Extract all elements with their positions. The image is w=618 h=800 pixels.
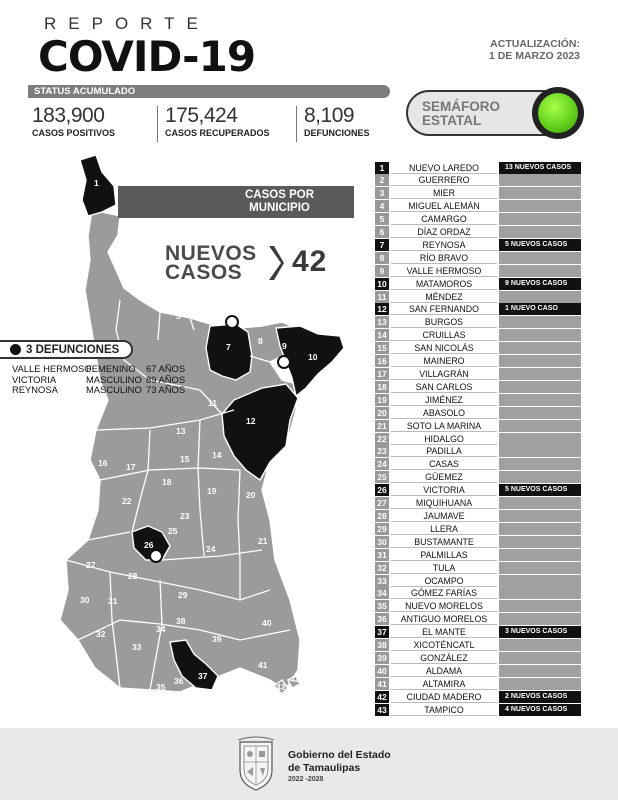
municipio-name: TAMPICO (391, 704, 497, 716)
municipio-name: CIUDAD MADERO (391, 691, 497, 703)
defuncion-sexo: MASCULINO (86, 384, 142, 395)
nuevos-line2: CASOS (165, 261, 243, 284)
map-label: 3 (134, 288, 139, 298)
municipio-casos (499, 471, 581, 483)
government-line2: de Tamaulipas (288, 761, 361, 774)
municipio-name: DÍAZ ORDAZ (391, 226, 497, 238)
map-label: 38 (176, 616, 186, 626)
table-row (375, 626, 581, 639)
map-label: 29 (178, 590, 188, 600)
map-label: 27 (86, 560, 96, 570)
tamaulipas-map (0, 150, 365, 710)
municipio-number: 35 (375, 600, 389, 612)
municipio-casos: 3 NUEVOS CASOS (499, 626, 581, 638)
municipio-number: 31 (375, 549, 389, 561)
stat-divider (157, 106, 158, 142)
municipio-name: SAN CARLOS (391, 381, 497, 393)
municipio-number: 20 (375, 407, 389, 419)
defuncion-edad: 67 AÑOS (146, 363, 186, 374)
municipio-casos (499, 536, 581, 548)
semaforo-label (422, 100, 500, 128)
semaforo-estatal (406, 90, 582, 136)
municipio-name: MAINERO (391, 355, 497, 367)
map-label: 1 (94, 178, 99, 188)
map-label: 24 (206, 544, 216, 554)
map-label: 23 (180, 511, 190, 521)
municipio-casos (499, 420, 581, 432)
municipio-name: BURGOS (391, 316, 497, 328)
municipio-name: TULA (391, 562, 497, 574)
map-label: 30 (80, 595, 90, 605)
municipio-casos (499, 174, 581, 186)
map-label: 10 (308, 352, 318, 362)
table-row (375, 238, 581, 251)
map-label: 26 (144, 540, 154, 550)
map-label: 7 (226, 342, 231, 352)
map-label: 39 (212, 634, 222, 644)
table-row (375, 458, 581, 471)
municipio-number: 23 (375, 445, 389, 457)
municipio-name: LLERA (391, 523, 497, 535)
map-label: 19 (207, 486, 217, 496)
municipio-name: VILLAGRÁN (391, 368, 497, 380)
municipio-name: JIMÉNEZ (391, 394, 497, 406)
table-row (375, 613, 581, 626)
municipio-name: PALMILLAS (391, 549, 497, 561)
municipio-name: GÓMEZ FARÍAS (391, 587, 497, 599)
municipio-name: VALLE HERMOSO (391, 265, 497, 277)
municipio-casos (499, 510, 581, 522)
chevron-right-icon (267, 244, 285, 282)
municipio-name: MIQUIHUANA (391, 497, 497, 509)
municipio-number: 6 (375, 226, 389, 238)
municipio-name: CAMARGO (391, 213, 497, 225)
map-label: 12 (246, 416, 256, 426)
death-dot-icon (10, 344, 21, 355)
municipio-number: 42 (375, 691, 389, 703)
table-row (375, 213, 581, 226)
municipio-casos (499, 265, 581, 277)
map-label: 21 (258, 536, 268, 546)
map-label: 5 (176, 311, 181, 321)
semaforo-line2: ESTATAL (422, 113, 482, 128)
municipio-number: 41 (375, 678, 389, 690)
positivos-value: 183,900 (32, 104, 105, 127)
municipio-casos (499, 639, 581, 651)
municipio-casos (499, 394, 581, 406)
table-row (375, 548, 581, 561)
table-row (375, 316, 581, 329)
defuncion-municipio: VALLE HERMOSO (12, 363, 92, 374)
municipio-casos (499, 200, 581, 212)
municipio-number: 38 (375, 639, 389, 651)
map-label: 28 (128, 571, 138, 581)
update-value: 1 DE MARZO 2023 (488, 50, 580, 62)
municipio-name: SAN NICOLÁS (391, 342, 497, 354)
table-row (375, 471, 581, 484)
map-label: 17 (126, 462, 136, 472)
municipio-casos (499, 665, 581, 677)
municipio-number: 1 (375, 162, 389, 174)
municipio-name: EL MANTE (391, 626, 497, 638)
municipio-name: REYNOSA (391, 239, 497, 251)
stat-recuperados (165, 104, 270, 144)
municipio-number: 7 (375, 239, 389, 251)
municipio-name: ABASOLO (391, 407, 497, 419)
traffic-light-icon (532, 87, 584, 139)
municipio-name: SOTO LA MARINA (391, 420, 497, 432)
municipio-number: 25 (375, 471, 389, 483)
municipio-name: XICOTÉNCATL (391, 639, 497, 651)
municipio-number: 40 (375, 665, 389, 677)
update-date (489, 38, 580, 62)
municipio-name: MÉNDEZ (391, 291, 497, 303)
recuperados-value: 175,424 (165, 104, 238, 127)
municipio-casos (499, 213, 581, 225)
municipio-number: 24 (375, 458, 389, 470)
municipio-casos (499, 291, 581, 303)
municipio-name: GÜEMEZ (391, 471, 497, 483)
municipio-number: 10 (375, 278, 389, 290)
map-label: 2 (116, 246, 121, 256)
nuevos-line1: NUEVOS (165, 242, 257, 265)
map-label: 42 (290, 674, 300, 684)
map-label: 16 (98, 458, 108, 468)
municipio-number: 34 (375, 587, 389, 599)
municipio-casos (499, 187, 581, 199)
municipio-casos (499, 316, 581, 328)
defunciones-title: 3 DEFUNCIONES (26, 344, 120, 356)
municipio-casos (499, 678, 581, 690)
municipio-casos (499, 342, 581, 354)
municipio-casos (499, 368, 581, 380)
municipio-number: 16 (375, 355, 389, 367)
municipio-name: NUEVO LAREDO (391, 162, 497, 174)
table-row (375, 484, 581, 497)
government-years: 2022 -2028 (288, 776, 324, 783)
municipio-name: JAUMAVE (391, 510, 497, 522)
municipio-number: 8 (375, 252, 389, 264)
municipio-number: 15 (375, 342, 389, 354)
report-kicker: REPORTE (44, 14, 210, 33)
map-label: 32 (96, 629, 106, 639)
stat-defunciones (304, 104, 370, 144)
municipio-casos (499, 355, 581, 367)
footer (0, 728, 618, 800)
municipio-name: ANTIGUO MORELOS (391, 613, 497, 625)
municipio-casos (499, 407, 581, 419)
municipio-casos: 13 NUEVOS CASOS (499, 162, 581, 174)
municipio-number: 12 (375, 303, 389, 315)
map-label: 22 (122, 496, 132, 506)
map-label: 43 (276, 682, 286, 692)
table-row (375, 174, 581, 187)
table-row (375, 509, 581, 522)
table-row (375, 639, 581, 652)
table-row (375, 303, 581, 316)
map-label: 25 (168, 526, 178, 536)
municipio-number: 19 (375, 394, 389, 406)
map-label: 37 (198, 671, 208, 681)
table-row (375, 380, 581, 393)
defunciones-value: 8,109 (304, 104, 355, 127)
table-row (375, 419, 581, 432)
table-row (375, 368, 581, 381)
casos-por-municipio-line2: MUNICIPIO (249, 202, 310, 214)
municipio-casos (499, 381, 581, 393)
municipio-casos (499, 600, 581, 612)
municipio-number: 33 (375, 575, 389, 587)
municipio-number: 30 (375, 536, 389, 548)
municipio-number: 2 (375, 174, 389, 186)
defuncion-edad: 73 AÑOS (146, 384, 186, 395)
map-label: 8 (258, 336, 263, 346)
table-row (375, 342, 581, 355)
government-label (288, 749, 391, 774)
map-label: 41 (258, 660, 268, 670)
map-label: 11 (208, 398, 217, 408)
defunciones-label: DEFUNCIONES (304, 128, 370, 138)
defuncion-municipio: REYNOSA (12, 384, 58, 395)
municipio-number: 29 (375, 523, 389, 535)
map-label: 34 (156, 624, 166, 634)
stat-positivos (32, 104, 115, 144)
table-row (375, 226, 581, 239)
municipio-name: RÍO BRAVO (391, 252, 497, 264)
municipio-name: MIGUEL ALEMÁN (391, 200, 497, 212)
stat-divider (296, 106, 297, 142)
municipio-name: MATAMOROS (391, 278, 497, 290)
state-seal-icon (236, 736, 276, 792)
municipio-casos (499, 549, 581, 561)
nuevos-casos-value: 42 (292, 245, 328, 278)
table-row (375, 264, 581, 277)
table-row (375, 651, 581, 664)
table-row (375, 161, 581, 174)
table-row (375, 535, 581, 548)
defuncion-sexo: MASCULINO (86, 373, 142, 385)
defuncion-sexo: FEMENINO (86, 363, 136, 374)
defuncion-edad: 89 AÑOS (146, 373, 186, 385)
casos-por-municipio-banner (118, 186, 354, 218)
casos-por-municipio-label (245, 189, 314, 215)
table-row (375, 574, 581, 587)
table-row (375, 677, 581, 690)
municipio-name: ALDAMA (391, 665, 497, 677)
municipio-name: NUEVO MORELOS (391, 600, 497, 612)
table-row (375, 251, 581, 264)
municipio-casos (499, 575, 581, 587)
map-label: 40 (262, 618, 272, 628)
map-label: 36 (174, 676, 184, 686)
municipio-number: 43 (375, 704, 389, 716)
semaforo-line1: SEMÁFORO (422, 99, 501, 114)
municipio-casos (499, 562, 581, 574)
table-row (375, 522, 581, 535)
municipio-casos (499, 226, 581, 238)
defuncion-municipio: VICTORIA (12, 373, 57, 385)
municipio-casos: 4 NUEVOS CASOS (499, 704, 581, 716)
table-row (375, 664, 581, 677)
table-row (375, 497, 581, 510)
table-row (375, 432, 581, 445)
municipio-number: 11 (375, 291, 389, 303)
municipio-casos (499, 433, 581, 445)
report-title: COVID-19 (38, 32, 256, 81)
table-row (375, 187, 581, 200)
casos-por-municipio-line1: CASOS POR (244, 189, 314, 201)
municipio-number: 32 (375, 562, 389, 574)
municipio-name: SAN FERNANDO (391, 303, 497, 315)
defunciones-box (0, 340, 133, 359)
municipio-number: 4 (375, 200, 389, 212)
green-light (538, 93, 578, 133)
municipio-number: 14 (375, 329, 389, 341)
municipio-casos (499, 329, 581, 341)
municipio-number: 26 (375, 484, 389, 496)
municipio-casos (499, 458, 581, 470)
death-marker (278, 356, 290, 368)
map-label: 18 (162, 477, 172, 487)
municipios-table (375, 161, 581, 716)
municipio-casos (499, 652, 581, 664)
map-label: 31 (108, 596, 118, 606)
municipio-number: 17 (375, 368, 389, 380)
municipio-name: ALTAMIRA (391, 678, 497, 690)
municipio-number: 21 (375, 420, 389, 432)
nuevos-casos-label (165, 244, 257, 282)
status-bar (28, 85, 390, 98)
map-label: 6 (198, 314, 203, 324)
municipio-casos: 9 NUEVOS CASOS (499, 278, 581, 290)
municipio-name: PADILLA (391, 445, 497, 457)
municipio-casos (499, 497, 581, 509)
table-row (375, 600, 581, 613)
update-label: ACTUALIZACIÓN: (490, 38, 580, 50)
municipio-number: 28 (375, 510, 389, 522)
municipio-number: 22 (375, 433, 389, 445)
municipio-name: OCAMPO (391, 575, 497, 587)
table-row (375, 329, 581, 342)
municipio-name: CASAS (391, 458, 497, 470)
map-label: 20 (246, 490, 256, 500)
map-region-reynosa (206, 324, 252, 380)
map-label: 33 (132, 642, 142, 652)
municipio-name: CRUILLAS (391, 329, 497, 341)
municipio-name: GONZÁLEZ (391, 652, 497, 664)
municipio-number: 3 (375, 187, 389, 199)
municipio-name: HIDALGO (391, 433, 497, 445)
map-label: 35 (156, 682, 166, 692)
table-row (375, 200, 581, 213)
table-row (375, 393, 581, 406)
death-marker (226, 316, 238, 328)
death-marker (150, 550, 162, 562)
table-row (375, 277, 581, 290)
municipio-casos (499, 613, 581, 625)
government-line1: Gobierno del Estado (288, 749, 391, 761)
municipio-name: MIER (391, 187, 497, 199)
positivos-label: CASOS POSITIVOS (32, 128, 116, 138)
municipio-number: 36 (375, 613, 389, 625)
table-row (375, 290, 581, 303)
municipio-casos (499, 252, 581, 264)
map-label: 15 (180, 454, 190, 464)
municipio-number: 39 (375, 652, 389, 664)
municipio-casos: 5 NUEVOS CASOS (499, 239, 581, 251)
status-bar-label: STATUS ACUMULADO (34, 86, 136, 97)
table-row (375, 406, 581, 419)
municipio-name: VICTORIA (391, 484, 497, 496)
recuperados-label: CASOS RECUPERADOS (165, 128, 270, 138)
table-row (375, 703, 581, 716)
municipio-casos: 5 NUEVOS CASOS (499, 484, 581, 496)
municipio-casos: 2 NUEVOS CASOS (499, 691, 581, 703)
table-row (375, 690, 581, 703)
municipio-name: GUERRERO (391, 174, 497, 186)
table-row (375, 355, 581, 368)
table-row (375, 445, 581, 458)
municipio-number: 9 (375, 265, 389, 277)
municipio-number: 5 (375, 213, 389, 225)
municipio-casos: 1 NUEVO CASO (499, 303, 581, 315)
map-label: 4 (154, 299, 159, 309)
map-label: 14 (212, 450, 222, 460)
municipio-number: 18 (375, 381, 389, 393)
municipio-number: 27 (375, 497, 389, 509)
map-label: 13 (176, 426, 186, 436)
municipio-name: BUSTAMANTE (391, 536, 497, 548)
municipio-number: 13 (375, 316, 389, 328)
municipio-casos (499, 523, 581, 535)
municipio-number: 37 (375, 626, 389, 638)
table-row (375, 561, 581, 574)
map-label: 9 (282, 341, 287, 351)
municipio-casos (499, 445, 581, 457)
table-row (375, 587, 581, 600)
municipio-casos (499, 587, 581, 599)
